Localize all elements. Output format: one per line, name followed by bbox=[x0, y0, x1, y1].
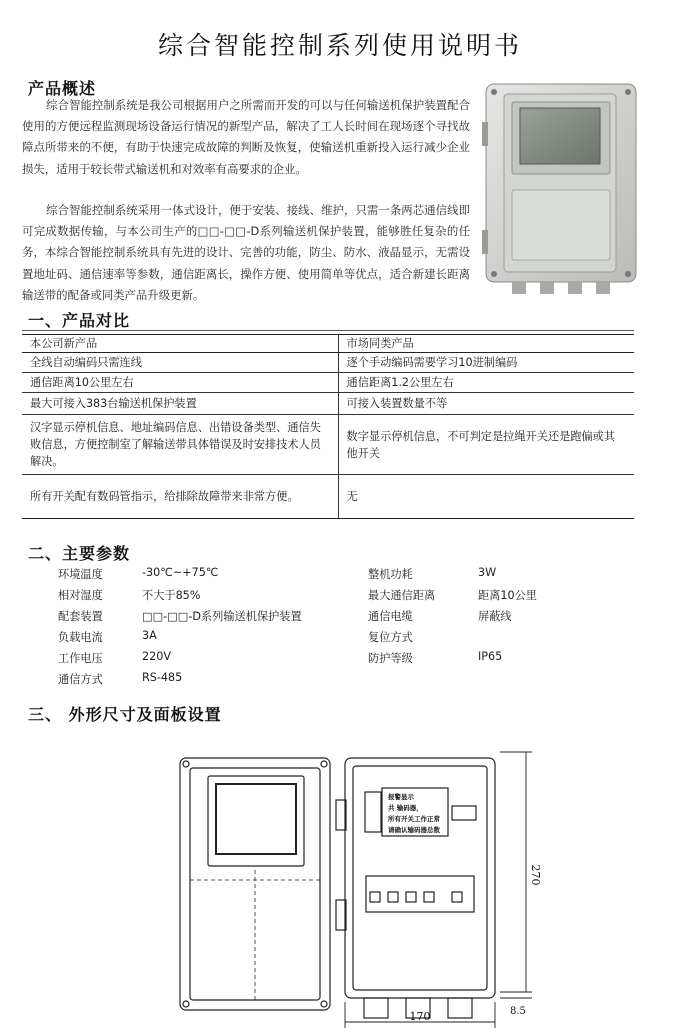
param-value: -30℃~+75℃ bbox=[142, 566, 219, 579]
dimension-drawing bbox=[170, 730, 540, 1030]
param-value: □□-□□-D系列输送机保护装置 bbox=[142, 610, 302, 623]
comparison-heading: 一、产品对比 bbox=[28, 311, 131, 330]
param-value: 3W bbox=[478, 566, 497, 579]
overview-heading: 产品概述 bbox=[28, 79, 97, 98]
comparison-cell-left: 汉字显示停机信息、地址编码信息、出错设备类型、通信失败信息，方便控制室了解输送带具体错误及时安排技术人员解决。 bbox=[22, 415, 338, 475]
overview-paragraph-2 bbox=[22, 200, 470, 306]
params-heading: 二、主要参数 bbox=[28, 544, 131, 563]
document-title: 综合智能控制系列使用说明书 bbox=[157, 31, 522, 60]
param-value: IP65 bbox=[478, 650, 503, 663]
display-label-line: 报警显示 bbox=[388, 793, 414, 801]
comparison-cell-left: 最大可接入383台输送机保护装置 bbox=[22, 393, 338, 415]
comparison-cell-right: 通信距离1.2公里左右 bbox=[338, 373, 634, 393]
param-key: 配套装置 bbox=[58, 610, 103, 623]
param-key: 负载电流 bbox=[58, 631, 103, 644]
comparison-cell-left: 通信距离10公里左右 bbox=[22, 373, 338, 393]
device-photo bbox=[482, 80, 640, 298]
param-value: 不大于85% bbox=[142, 589, 201, 602]
dim-depth-label: 8.5 bbox=[510, 1006, 526, 1017]
param-key: 工作电压 bbox=[58, 652, 103, 665]
display-label-line: 所有开关工作正常 bbox=[388, 815, 440, 823]
param-value: RS-485 bbox=[142, 671, 183, 684]
param-key: 最大通信距离 bbox=[368, 589, 436, 602]
comparison-cell-left: 全线自动编码只需连线 bbox=[22, 353, 338, 373]
param-value: 屏蔽线 bbox=[478, 610, 512, 623]
comparison-row bbox=[22, 393, 634, 415]
comparison-heading-rule bbox=[22, 330, 634, 331]
param-key: 防护等级 bbox=[368, 652, 413, 665]
comparison-cell-right: 可接入装置数量不等 bbox=[338, 393, 634, 415]
display-label-box bbox=[382, 788, 448, 836]
param-key: 相对湿度 bbox=[58, 589, 103, 602]
comparison-header-row bbox=[22, 335, 634, 353]
comparison-col-left: 本公司新产品 bbox=[22, 335, 338, 353]
comparison-col-right: 市场同类产品 bbox=[338, 335, 634, 353]
param-key: 整机功耗 bbox=[368, 568, 413, 581]
comparison-row bbox=[22, 373, 634, 393]
param-key: 复位方式 bbox=[368, 631, 413, 644]
dim-width-label: 170 bbox=[409, 1010, 431, 1023]
overview-paragraph-2-text: 综合智能控制系统采用一体式设计，便于安装、接线、维护，只需一条两芯通信线即可完成数据传输，与本公司生产的□□-□□-D系列输送机保护装置，能够胜任复杂的任务，本综合智能控制系统具有先进的设计、完善的功能，防尘、防水、液晶显示，无需设置地址码、通信速率等参数，通信距离长，操作方便、使用简单等优点，适合新建长距离输送带的配备或同类产品升级更新。 bbox=[22, 203, 470, 302]
param-key: 环境温度 bbox=[58, 568, 103, 581]
comparison-row bbox=[22, 475, 634, 519]
param-value: 3A bbox=[142, 629, 157, 642]
comparison-row bbox=[22, 353, 634, 373]
comparison-cell-right: 数字显示停机信息，不可判定是拉绳开关还是跑偏或其他开关 bbox=[338, 415, 634, 475]
dim-height-label: 270 bbox=[529, 864, 542, 886]
param-value: 220V bbox=[142, 650, 172, 663]
comparison-row bbox=[22, 415, 634, 475]
param-key: 通信电缆 bbox=[368, 610, 413, 623]
display-label-line: 请确认输码器总数 bbox=[388, 826, 440, 834]
param-value: 距离10公里 bbox=[478, 589, 537, 602]
overview-paragraph-1-text: 综合智能控制系统是我公司根据用户之所需而开发的可以与任何输送机保护装置配合使用的方便远程监测现场设备运行情况的新型产品，解决了工人长时间在现场逐个寻找故障点所带来的不便，有助于快速完成故障的判断及恢复，使输送机重新投入运行减少企业损失，适用于较长带式输送机和对效率有高要求的企业。 bbox=[22, 98, 470, 176]
comparison-table bbox=[22, 334, 634, 519]
display-label-line: 共 输码器， bbox=[388, 804, 423, 812]
comparison-cell-right: 逐个手动编码需要学习10进制编码 bbox=[338, 353, 634, 373]
comparison-cell-left: 所有开关配有数码管指示，给排除故障带来非常方便。 bbox=[22, 475, 338, 519]
param-key: 通信方式 bbox=[58, 673, 103, 686]
drawing-heading: 三、 外形尺寸及面板设置 bbox=[28, 705, 222, 724]
front-view bbox=[180, 758, 330, 1010]
overview-paragraph-1 bbox=[22, 95, 470, 180]
comparison-cell-right: 无 bbox=[338, 475, 634, 519]
